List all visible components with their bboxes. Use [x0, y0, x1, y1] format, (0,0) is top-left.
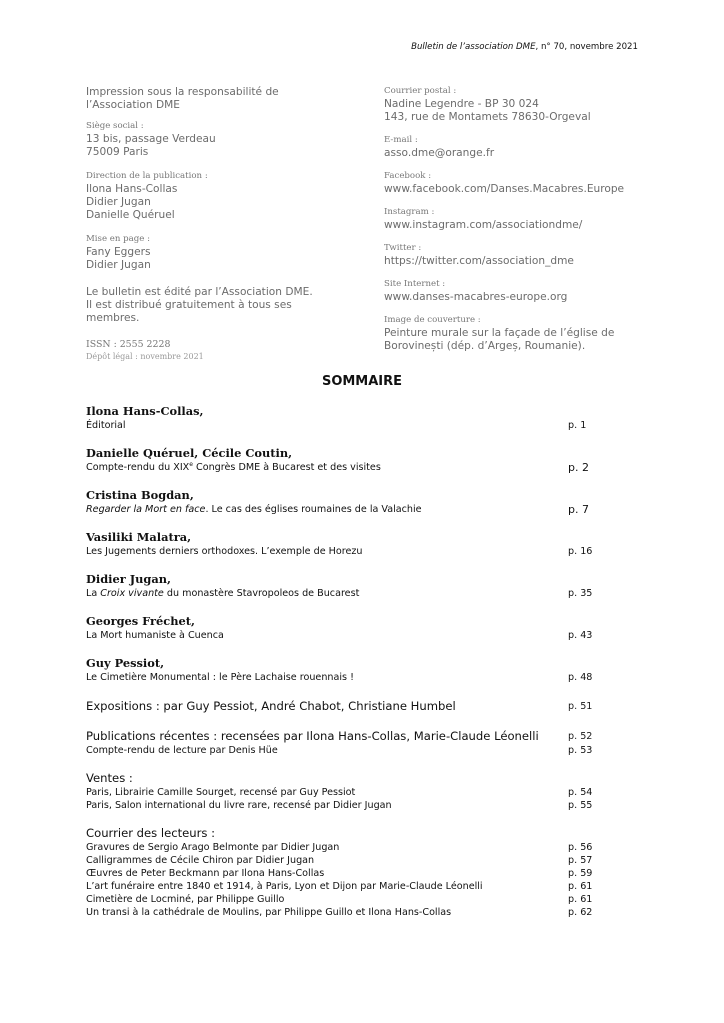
toc-title	[86, 419, 646, 432]
toc-section-publications	[86, 728, 646, 757]
toc-title	[86, 799, 646, 812]
site-block	[384, 279, 654, 304]
toc-page: p. 2	[568, 461, 589, 474]
toc-page: p. 48	[568, 672, 593, 683]
mise-block	[86, 234, 356, 272]
toc-superscript: e	[189, 460, 193, 468]
toc-title	[86, 671, 646, 684]
toc-page: p. 51	[568, 701, 593, 712]
running-header	[411, 42, 638, 52]
toc-page: p. 61	[568, 894, 593, 905]
toc-title-italic: Regarder la Mort en face	[86, 504, 206, 515]
toc-entry	[86, 530, 646, 558]
toc-page: p. 53	[568, 745, 593, 756]
direction-name: Didier Jugan	[86, 196, 151, 208]
imprint-right-column	[384, 86, 654, 353]
toc-title-text: Éditorial	[86, 420, 126, 431]
toc-title-italic: Croix vivante	[100, 588, 164, 599]
toc-title-text: Congrès DME à Bucarest et des visites	[192, 462, 381, 473]
toc-page: p. 43	[568, 630, 593, 641]
twitter-block	[384, 243, 654, 268]
cover-label: Image de couverture :	[384, 315, 481, 325]
section-subtitle: : par Guy Pessiot, André Chabot, Christiane Humbel	[152, 699, 456, 713]
email-label: E-mail :	[384, 135, 418, 145]
toc-author: Vasiliki Malatra,	[86, 530, 192, 544]
siege-label: Siège social :	[86, 121, 144, 131]
toc-author: Georges Fréchet,	[86, 614, 195, 628]
toc-title-text: Calligrammes de Cécile Chiron par Didier Jugan	[86, 855, 315, 866]
toc-title-text: La	[86, 588, 101, 599]
toc-title-text: du monastère Stavropoleos de Bucarest	[163, 588, 360, 599]
toc-page: p. 61	[568, 881, 593, 892]
toc-author: Ilona Hans-Collas,	[86, 404, 204, 418]
issue-info: , n° 70, novembre 2021	[535, 42, 638, 52]
toc-title-text: Les Jugements derniers orthodoxes. L’exemple de Horezu	[86, 546, 363, 557]
instagram-value: www.instagram.com/associationdme/	[384, 219, 583, 231]
section-heading: Courrier des lecteurs :	[86, 826, 216, 840]
mise-name: Fany Eggers	[86, 246, 151, 258]
siege-line: 13 bis, passage Verdeau	[86, 133, 216, 145]
toc-title	[86, 545, 646, 558]
toc-title-text: Œuvres de Peter Beckmann par Ilona Hans-Collas	[86, 868, 325, 879]
sommaire-title: SOMMAIRE	[321, 374, 403, 389]
email-block	[384, 135, 654, 160]
section-heading: Expositions	[86, 699, 153, 713]
toc-title-text: La Mort humaniste à Cuenca	[86, 630, 224, 641]
toc-page: p. 52	[568, 731, 593, 742]
bulletin-line: Il est distribué gratuitement à tous ses	[86, 299, 292, 311]
section-heading: Ventes :	[86, 771, 133, 785]
depot-legal: Dépôt légal : novembre 2021	[86, 352, 204, 361]
direction-name: Ilona Hans-Collas	[86, 183, 178, 195]
section-line	[86, 698, 646, 714]
toc-section-ventes	[86, 771, 646, 812]
site-value: www.danses-macabres-europe.org	[384, 291, 568, 303]
section-heading: Publications récentes	[86, 729, 210, 743]
siege-block	[86, 121, 356, 159]
toc-title	[86, 503, 646, 516]
toc-page: p. 59	[568, 868, 593, 879]
toc-title-text: Le Cimetière Monumental : le Père Lachaise rouennais !	[86, 672, 354, 683]
toc-page: p. 56	[568, 842, 593, 853]
toc-title-text: . Le cas des églises roumaines de la Valachie	[205, 504, 422, 515]
direction-block	[86, 171, 356, 222]
twitter-value: https://twitter.com/association_dme	[384, 255, 574, 267]
toc-page: p. 1	[568, 420, 587, 431]
impression-block	[86, 86, 356, 112]
mise-label: Mise en page :	[86, 234, 150, 244]
toc-page: p. 16	[568, 546, 593, 557]
issn-label: ISSN :	[86, 339, 120, 350]
section-subtitle: : recensées par Ilona Hans-Collas, Marie-Claude Léonelli	[209, 729, 539, 743]
cover-line: Borovinești (dép. d’Argeș, Roumanie).	[384, 340, 586, 352]
impression-line: l’Association DME	[86, 99, 180, 111]
toc-title-text: Paris, Librairie Camille Sourget, recensé par Guy Pessiot	[86, 787, 356, 798]
toc-entry	[86, 446, 646, 474]
toc-page: p. 57	[568, 855, 593, 866]
issn-line	[86, 339, 356, 351]
toc-title	[86, 893, 646, 906]
toc-author: Guy Pessiot,	[86, 656, 165, 670]
courrier-line: 143, rue de Montamets 78630-Orgeval	[384, 111, 591, 123]
toc-title	[86, 906, 646, 919]
toc-title-text: Paris, Salon international du livre rare, recensé par Didier Jugan	[86, 800, 392, 811]
toc-entry	[86, 488, 646, 516]
toc-entry	[86, 656, 646, 684]
issn-block	[86, 339, 356, 362]
toc-title	[86, 786, 646, 799]
toc-title-text: Gravures de Sergio Arago Belmonte par Didier Jugan	[86, 842, 340, 853]
courrier-line: Nadine Legendre - BP 30 024	[384, 98, 539, 110]
bulletin-line: Le bulletin est édité par l’Association DME.	[86, 286, 313, 298]
toc-author: Didier Jugan,	[86, 572, 171, 586]
toc-page: p. 35	[568, 588, 593, 599]
toc-title-text: Cimetière de Locminé, par Philippe Guillo	[86, 894, 285, 905]
toc-title	[86, 461, 646, 474]
bulletin-line: membres.	[86, 312, 140, 324]
site-label: Site Internet :	[384, 279, 446, 289]
courrier-block	[384, 86, 654, 124]
toc-title	[86, 841, 646, 854]
bulletin-block	[86, 286, 356, 325]
imprint-left-column	[86, 86, 356, 362]
toc-title	[86, 587, 646, 600]
table-of-contents	[86, 404, 646, 933]
toc-title	[86, 867, 646, 880]
toc-title	[86, 744, 646, 757]
toc-title-text: Un transi à la cathédrale de Moulins, par Philippe Guillo et Ilona Hans-Collas	[86, 907, 452, 918]
toc-author: Cristina Bogdan,	[86, 488, 194, 502]
toc-section-expositions	[86, 698, 646, 714]
toc-page: p. 7	[568, 503, 589, 516]
section-line	[86, 728, 646, 744]
toc-entry	[86, 572, 646, 600]
courrier-label: Courrier postal :	[384, 86, 457, 96]
cover-line: Peinture murale sur la façade de l’église de	[384, 327, 615, 339]
journal-title: Bulletin de l’association DME	[411, 42, 536, 52]
toc-page: p. 54	[568, 787, 593, 798]
toc-page: p. 62	[568, 907, 593, 918]
direction-label: Direction de la publication :	[86, 171, 208, 181]
instagram-label: Instagram :	[384, 207, 435, 217]
facebook-label: Facebook :	[384, 171, 432, 181]
instagram-block	[384, 207, 654, 232]
toc-title	[86, 880, 646, 893]
toc-title	[86, 629, 646, 642]
email-value: asso.dme@orange.fr	[384, 147, 495, 159]
mise-name: Didier Jugan	[86, 259, 151, 271]
direction-name: Danielle Quéruel	[86, 209, 175, 221]
toc-entry	[86, 614, 646, 642]
twitter-label: Twitter :	[384, 243, 422, 253]
toc-page: p. 55	[568, 800, 593, 811]
toc-title-text: Compte-rendu de lecture par Denis Hüe	[86, 745, 278, 756]
toc-author: Danielle Quéruel, Cécile Coutin,	[86, 446, 293, 460]
facebook-value: www.facebook.com/Danses.Macabres.Europe	[384, 183, 625, 195]
issn-value: 2555 2228	[119, 339, 171, 350]
siege-line: 75009 Paris	[86, 146, 149, 158]
impression-line: Impression sous la responsabilité de	[86, 86, 279, 98]
facebook-block	[384, 171, 654, 196]
toc-entry	[86, 404, 646, 432]
toc-section-courrier	[86, 826, 646, 919]
toc-title-text: L’art funéraire entre 1840 et 1914, à Paris, Lyon et Dijon par Marie-Claude Léonelli	[86, 881, 483, 892]
toc-title-text: Compte-rendu du XIX	[86, 462, 190, 473]
cover-block	[384, 315, 654, 353]
toc-title	[86, 854, 646, 867]
